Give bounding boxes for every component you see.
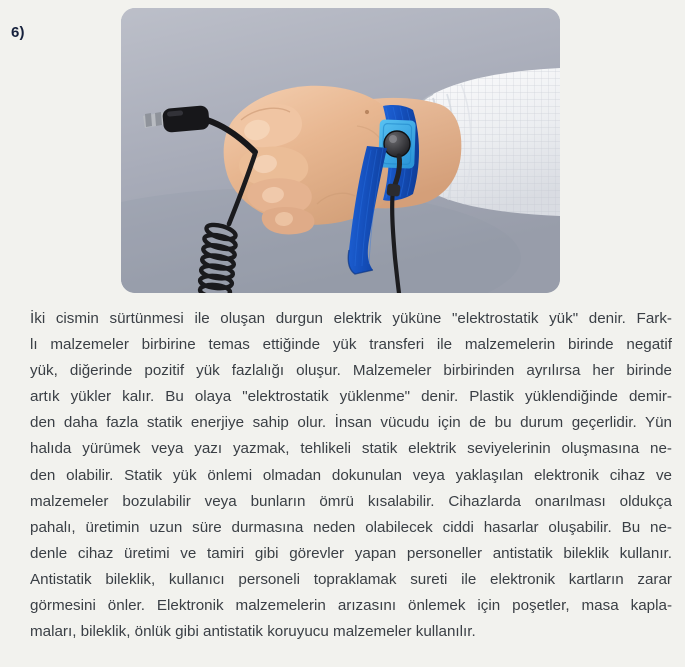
photo-illustration — [121, 8, 560, 293]
question-body-paragraph — [30, 306, 672, 645]
photo-image — [121, 8, 560, 293]
paragraph-line: den daha fazla statik enerjiye sahip olur. İnsan vücudu için de bu durum geçerlidir. Yün — [30, 414, 672, 432]
paragraph-line: yük, diğerinde pozitif yük fazlalığı oluşur. Malzemeler birbirinden ayrılırsa her birinde — [30, 362, 672, 380]
paragraph-line: malzemeler bozulabilir veya bunların ömrü kısalabilir. Cihazlarda onarılması oldukça — [30, 492, 672, 510]
paragraph-line: Antistatik bileklik, kullanıcı personeli topraklamak sureti ile elektronik kartların zarar — [30, 570, 672, 588]
paragraph-line: maları, bileklik, önlük gibi antistatik koruyucu malzemeler kullanılır. — [30, 623, 476, 641]
paragraph-line: pahalı, üretimin uzun süre durmasına neden olabilecek ciddi hasarlar oluşabilir. Bu ne- — [30, 518, 672, 536]
paragraph-line: lı malzemeler birbirine temas ettiğinde yük transferi ile malzemelerin birinde negatif — [30, 336, 672, 354]
paragraph-line: görmesini önler. Elektronik malzemelerin arızasını önlemek için poşetler, masa kapla- — [30, 597, 672, 615]
paragraph-line: artık yükler kalır. Bu olaya "elektrostatik yüklenme" denir. Plastik yüklendiğinde demir- — [30, 388, 672, 406]
paragraph-line: den olabilir. Statik yük önlemi olmadan dokunulan veya yaklaşılan elektronik cihaz ve — [30, 466, 672, 484]
paragraph-line: İki cismin sürtünmesi ile oluşan durgun elektrik yüküne "elektrostatik yük" denir. Fark- — [30, 310, 672, 327]
figure-antistatic-wrist-strap — [121, 8, 560, 293]
paragraph-line: denle cihaz üretimi ve tamiri gibi görevler yapan personeller antistatik bileklik kullanır. — [30, 544, 672, 562]
paragraph-line: halıda yürümek veya yazı yazmak, tehlikeli statik elektrik seviyelerinin oluşmasına ne- — [30, 440, 672, 458]
question-number: 6) — [11, 24, 25, 41]
